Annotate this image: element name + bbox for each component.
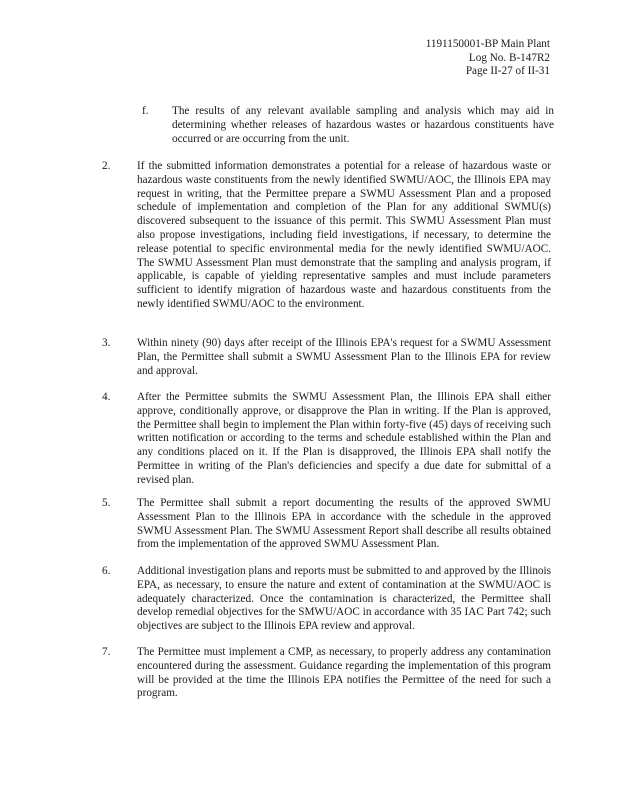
page-header [426, 38, 550, 79]
item-number: 4. [102, 391, 111, 403]
item-text: The Permittee must implement a CMP, as necessary, to properly address any contamination encountered during the assessment. Guidance regarding the implementation of this program will be provided at the time the Illinois EPA notifies the Permittee of the need for such a program. [137, 646, 551, 700]
item-text: The results of any relevant available sampling and analysis which may aid in determining whether releases of hazardous wastes or hazardous constituents have occurred or are occurring from the unit. [172, 105, 554, 145]
item-text: After the Permittee submits the SWMU Assessment Plan, the Illinois EPA shall either approve, conditionally approve, or disapprove the Plan in writing. If the Plan is approved, the Permittee shall begin to implement the Plan within forty-five (45) days of receiving such written notification or according to the terms and schedule established within the Plan and any conditions placed on it. If the Plan is disapproved, the Illinois EPA shall notify the Permittee in writing of the Plan's deficiencies and specify a due date for submittal of a revised plan. [137, 391, 551, 486]
permit-id: 1191150001-BP Main Plant [425, 38, 550, 50]
item-number: 3. [102, 337, 111, 349]
page-number: Page II-27 of II-31 [465, 65, 550, 77]
item-text: Additional investigation plans and reports must be submitted to and approved by the Illinois EPA, as necessary, to ensure the nature and extent of contamination at the SWMU/AOC is adequately characterized. Once the contamination is characterized, the Permittee shall develop remedial objectives for the SMWU/AOC in accordance with 35 IAC Part 742; such objectives are subject to the Illinois EPA review and approval. [137, 565, 551, 633]
item-number: f. [142, 105, 149, 117]
log-number: Log No. B-147R2 [468, 51, 550, 64]
item-text: Within ninety (90) days after receipt of the Illinois EPA's request for a SWMU Assessment Plan, the Permittee shall submit a SWMU Assessment Plan to the Illinois EPA for review and approval. [137, 337, 551, 377]
item-number: 6. [102, 565, 111, 577]
item-number: 2. [102, 160, 111, 172]
item-text: The Permittee shall submit a report documenting the results of the approved SWMU Assessment Plan to the Illinois EPA in accordance with the schedule in the approved SWMU Assessment Plan. The SWMU Assessment Report shall describe all results obtained from the implementation of the approved SWMU Assessment Plan. [137, 497, 551, 551]
item-number: 7. [102, 646, 111, 658]
item-text: If the submitted information demonstrates a potential for a release of hazardous waste or hazardous waste constituents from the newly identified SWMU/AOC, the Illinois EPA may request in writing, that the Permittee prepare a SWMU Assessment Plan and a proposed schedule of implementation and completion of the Plan for any additional SWMU(s) discovered subsequent to the issuance of this permit. This SWMU Assessment Plan must also propose investigations, including field investigations, if necessary, to determine the release potential to specific environmental media for the newly identified SWMU/AOC. The SWMU Assessment Plan must demonstrate that the sampling and analysis program, if applicable, is capable of yielding representative samples and must include parameters sufficient to identify migration of hazardous waste and hazardous constituents from the newly identified SWMU/AOC to the environment. [137, 160, 551, 310]
item-number: 5. [102, 497, 111, 509]
